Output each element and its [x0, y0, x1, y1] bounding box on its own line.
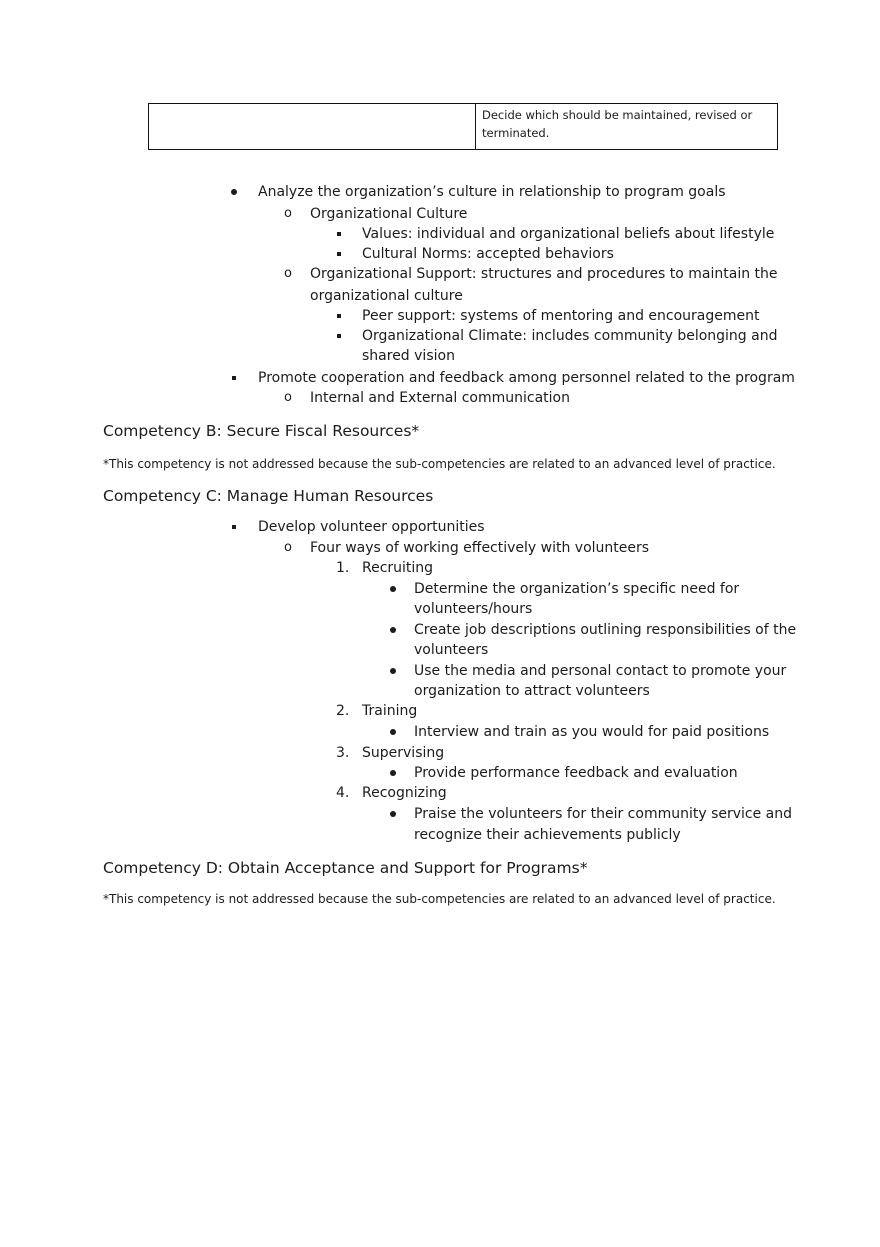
table-fragment	[148, 103, 778, 150]
o-marker: o	[284, 540, 292, 555]
list-item: Promote cooperation and feedback among personnel related to the program	[258, 370, 795, 386]
list-item: Training	[362, 703, 418, 719]
list-item: Organizational Climate: includes community belonging and	[362, 328, 778, 344]
list-item: Analyze the organization’s culture in relationship to program goals	[258, 184, 726, 200]
bullet-dot-icon	[390, 729, 396, 735]
list-item-continued: volunteers/hours	[414, 601, 533, 617]
competency-b-note: *This competency is not addressed because the sub-competencies are related to an advanced level of practice.	[103, 457, 776, 471]
competency-d-heading: Competency D: Obtain Acceptance and Support for Programs*	[103, 859, 588, 877]
table-cell-left	[149, 104, 476, 149]
list-item: Praise the volunteers for their community service and	[414, 806, 793, 822]
table-cell-right: Decide which should be maintained, revised or terminated.	[482, 108, 753, 140]
bullet-dot-icon	[390, 668, 396, 674]
o-marker: o	[284, 266, 292, 281]
list-item: Peer support: systems of mentoring and encouragement	[362, 308, 760, 324]
list-item: Create job descriptions outlining responsibilities of the	[414, 622, 797, 638]
list-item: Organizational Culture	[310, 206, 468, 222]
list-item: Four ways of working effectively with volunteers	[310, 540, 650, 556]
o-marker: o	[284, 206, 292, 221]
list-item: Develop volunteer opportunities	[258, 519, 485, 535]
list-item-continued: shared vision	[362, 348, 455, 364]
square-bullet-icon	[232, 376, 236, 380]
list-item-continued: recognize their achievements publicly	[414, 827, 681, 843]
bullet-dot-icon	[231, 189, 237, 195]
square-bullet-icon	[337, 252, 341, 256]
list-number: 3.	[336, 745, 350, 761]
square-bullet-icon	[232, 525, 236, 529]
list-item: Recruiting	[362, 560, 434, 576]
bullet-dot-icon	[390, 770, 396, 776]
list-item: Organizational Support: structures and procedures to maintain the	[310, 266, 778, 282]
list-item: Determine the organization’s specific need for	[414, 581, 740, 597]
bullet-dot-icon	[390, 586, 396, 592]
list-item: Use the media and personal contact to promote your	[414, 663, 787, 679]
list-number: 4.	[336, 785, 350, 801]
square-bullet-icon	[337, 314, 341, 318]
competency-b-heading: Competency B: Secure Fiscal Resources*	[103, 422, 420, 440]
list-item: Supervising	[362, 745, 445, 761]
list-number: 2.	[336, 703, 350, 719]
list-item-continued: organizational culture	[310, 288, 463, 304]
list-item: Cultural Norms: accepted behaviors	[362, 246, 614, 262]
list-item-continued: organization to attract volunteers	[414, 683, 650, 699]
list-number: 1.	[336, 560, 350, 576]
square-bullet-icon	[337, 334, 341, 338]
list-item: Values: individual and organizational beliefs about lifestyle	[362, 226, 775, 242]
list-item: Internal and External communication	[310, 390, 570, 406]
o-marker: o	[284, 390, 292, 405]
bullet-dot-icon	[390, 627, 396, 633]
competency-d-note: *This competency is not addressed because the sub-competencies are related to an advanced level of practice.	[103, 892, 776, 906]
square-bullet-icon	[337, 232, 341, 236]
list-item: Interview and train as you would for paid positions	[414, 724, 770, 740]
bullet-dot-icon	[390, 811, 396, 817]
competency-c-heading: Competency C: Manage Human Resources	[103, 487, 434, 505]
list-item: Recognizing	[362, 785, 447, 801]
list-item: Provide performance feedback and evaluation	[414, 765, 738, 781]
list-item-continued: volunteers	[414, 642, 489, 658]
